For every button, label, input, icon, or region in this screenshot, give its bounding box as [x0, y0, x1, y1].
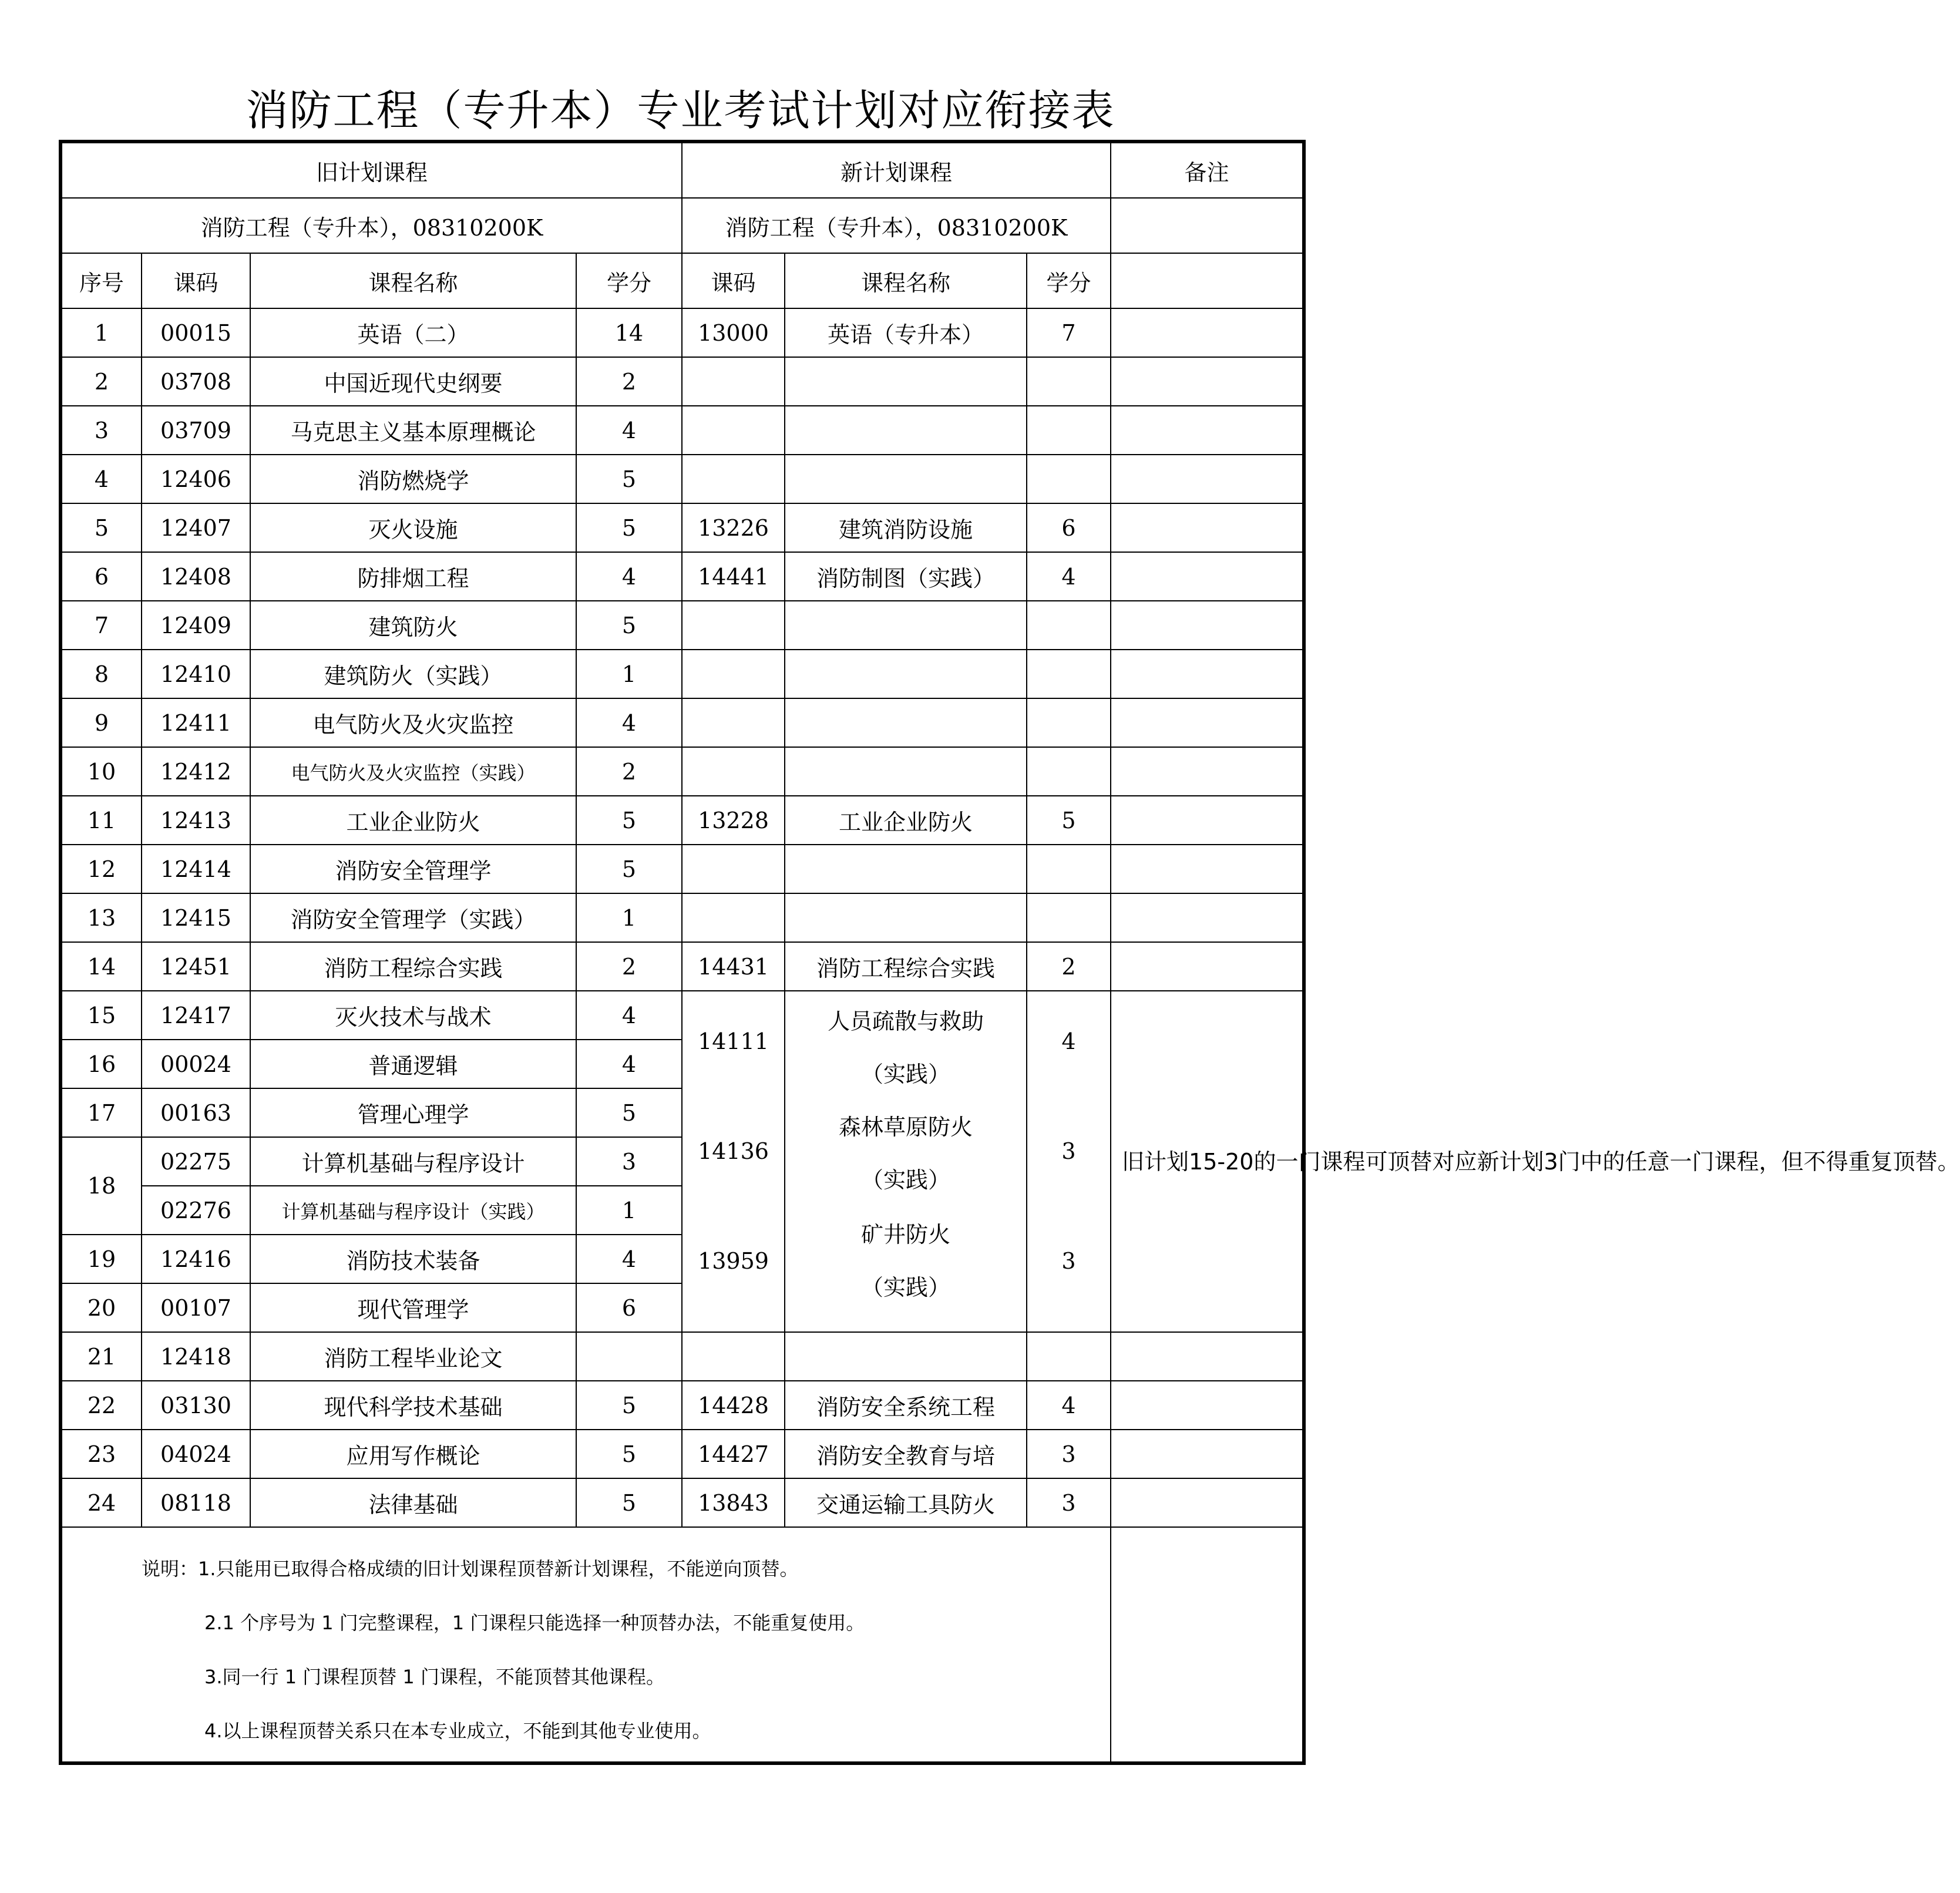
row-name: 现代科学技术基础	[250, 1381, 576, 1430]
row-seq: 16	[60, 1040, 142, 1088]
row-new-code: 13843	[682, 1478, 785, 1527]
row-new-code	[682, 650, 785, 698]
col-new-credit: 学分	[1027, 253, 1111, 308]
row-credit: 2	[576, 357, 682, 406]
row-new-credit: 4	[1027, 1381, 1111, 1430]
row-new-name: 消防安全教育与培	[785, 1430, 1027, 1478]
row-remark	[1111, 601, 1304, 650]
row-new-name: 英语（专升本）	[785, 308, 1027, 357]
row-name: 电气防火及火灾监控	[250, 698, 576, 747]
row-code: 12407	[142, 503, 250, 552]
row-remark	[1111, 845, 1304, 893]
col-name: 课程名称	[250, 253, 576, 308]
row-name: 消防燃烧学	[250, 455, 576, 503]
row-seq: 19	[60, 1235, 142, 1283]
row-code: 00163	[142, 1088, 250, 1137]
row-code: 12451	[142, 942, 250, 991]
row-new-credit	[1027, 698, 1111, 747]
row-credit: 4	[576, 1235, 682, 1283]
row-new-credit: 3	[1027, 1430, 1111, 1478]
table-row	[60, 1478, 1304, 1527]
plan-row	[60, 198, 1304, 253]
merged-new-code: 14136	[698, 1138, 769, 1164]
row-remark	[1111, 1478, 1304, 1527]
row-new-code: 14441	[682, 552, 785, 601]
row-new-credit	[1027, 1332, 1111, 1381]
row-seq: 12	[60, 845, 142, 893]
row-new-credit	[1027, 845, 1111, 893]
table-row	[60, 406, 1304, 455]
table-row	[60, 991, 1304, 1040]
row-seq: 10	[60, 747, 142, 796]
row-new-credit	[1027, 406, 1111, 455]
row-new-credit	[1027, 601, 1111, 650]
row-name: 计算机基础与程序设计	[250, 1137, 576, 1186]
row-name: 消防工程毕业论文	[250, 1332, 576, 1381]
new-plan-header: 新计划课程	[682, 142, 1111, 198]
row-new-credit	[1027, 893, 1111, 942]
merged-new-name-line: （实践）	[861, 1061, 951, 1087]
row-code: 12409	[142, 601, 250, 650]
table-row	[60, 503, 1304, 552]
row-new-name	[785, 845, 1027, 893]
row-code: 12417	[142, 991, 250, 1040]
row-credit: 4	[576, 552, 682, 601]
row-credit: 4	[576, 1040, 682, 1088]
row-code: 12415	[142, 893, 250, 942]
row-code: 08118	[142, 1478, 250, 1527]
row-remark	[1111, 893, 1304, 942]
row-code: 02276	[142, 1186, 250, 1235]
table-row	[60, 1381, 1304, 1430]
table-row	[60, 845, 1304, 893]
row-seq: 17	[60, 1088, 142, 1137]
table-row	[60, 601, 1304, 650]
row-seq: 13	[60, 893, 142, 942]
merged-new-name-line: 人员疏散与救助	[828, 1008, 984, 1034]
row-code: 03130	[142, 1381, 250, 1430]
table-row	[60, 1332, 1304, 1381]
merged-new-name-line: （实践）	[861, 1275, 951, 1300]
row-code: 02275	[142, 1137, 250, 1186]
row-name: 电气防火及火灾监控（实践）	[250, 747, 576, 796]
merged-new-names	[785, 991, 1027, 1332]
merged-new-code: 13959	[698, 1248, 769, 1274]
row-name: 现代管理学	[250, 1283, 576, 1332]
row-code: 12416	[142, 1235, 250, 1283]
merged-new-credit: 4	[1061, 1028, 1076, 1054]
row-credit: 1	[576, 893, 682, 942]
page-title: 消防工程（专升本）专业考试计划对应衔接表	[246, 86, 1115, 135]
row-seq: 23	[60, 1430, 142, 1478]
row-new-credit	[1027, 650, 1111, 698]
table-row	[60, 1430, 1304, 1478]
row-seq: 11	[60, 796, 142, 845]
row-code: 12410	[142, 650, 250, 698]
row-seq: 22	[60, 1381, 142, 1430]
col-new-name: 课程名称	[785, 253, 1027, 308]
row-new-name: 建筑消防设施	[785, 503, 1027, 552]
row-name: 防排烟工程	[250, 552, 576, 601]
row-new-code	[682, 845, 785, 893]
row-name: 消防安全管理学（实践）	[250, 893, 576, 942]
table-row	[60, 455, 1304, 503]
row-new-code	[682, 747, 785, 796]
row-new-credit: 5	[1027, 796, 1111, 845]
row-credit: 5	[576, 455, 682, 503]
table-row	[60, 698, 1304, 747]
row-new-code	[682, 698, 785, 747]
row-remark	[1111, 650, 1304, 698]
row-new-name	[785, 698, 1027, 747]
row-new-name: 消防工程综合实践	[785, 942, 1027, 991]
row-new-name	[785, 1332, 1027, 1381]
row-remark	[1111, 1381, 1304, 1430]
row-seq: 4	[60, 455, 142, 503]
row-seq: 7	[60, 601, 142, 650]
row-credit: 14	[576, 308, 682, 357]
notes-row	[60, 1527, 1304, 1763]
column-header-row	[60, 253, 1304, 308]
row-new-credit: 4	[1027, 552, 1111, 601]
row-code: 12406	[142, 455, 250, 503]
row-seq: 24	[60, 1478, 142, 1527]
row-code: 00024	[142, 1040, 250, 1088]
row-code: 00107	[142, 1283, 250, 1332]
row-credit: 1	[576, 1186, 682, 1235]
row-seq: 8	[60, 650, 142, 698]
row-credit: 5	[576, 845, 682, 893]
row-name: 消防安全管理学	[250, 845, 576, 893]
remark-header: 备注	[1111, 142, 1304, 198]
row-credit: 4	[576, 406, 682, 455]
note-line: 3.同一行 1 门课程顶替 1 门课程，不能顶替其他课程。	[204, 1666, 665, 1688]
row-new-credit	[1027, 455, 1111, 503]
row-code: 12412	[142, 747, 250, 796]
row-new-code: 13000	[682, 308, 785, 357]
row-new-name	[785, 357, 1027, 406]
row-name: 马克思主义基本原理概论	[250, 406, 576, 455]
row-name: 灭火设施	[250, 503, 576, 552]
row-new-code	[682, 601, 785, 650]
row-seq: 15	[60, 991, 142, 1040]
row-new-code: 13228	[682, 796, 785, 845]
row-remark	[1111, 942, 1304, 991]
merged-new-code: 14111	[698, 1028, 769, 1054]
row-new-code: 13226	[682, 503, 785, 552]
row-new-credit: 7	[1027, 308, 1111, 357]
row-new-name	[785, 406, 1027, 455]
row-name: 消防技术装备	[250, 1235, 576, 1283]
row-credit: 5	[576, 1381, 682, 1430]
row-new-code	[682, 455, 785, 503]
row-remark	[1111, 1332, 1304, 1381]
row-new-credit	[1027, 357, 1111, 406]
row-new-name: 消防安全系统工程	[785, 1381, 1027, 1430]
col-new-code: 课码	[682, 253, 785, 308]
row-new-name: 工业企业防火	[785, 796, 1027, 845]
row-new-credit: 3	[1027, 1478, 1111, 1527]
row-name: 应用写作概论	[250, 1430, 576, 1478]
row-credit: 4	[576, 991, 682, 1040]
row-remark	[1111, 308, 1304, 357]
row-name: 工业企业防火	[250, 796, 576, 845]
remark-cell	[1111, 198, 1304, 253]
row-code: 04024	[142, 1430, 250, 1478]
merged-new-name-line: 森林草原防火	[839, 1114, 973, 1140]
notes-cell	[60, 1527, 1111, 1763]
row-credit: 5	[576, 1478, 682, 1527]
notes-remark	[1111, 1527, 1304, 1763]
row-remark	[1111, 1430, 1304, 1478]
table-row	[60, 796, 1304, 845]
row-seq: 3	[60, 406, 142, 455]
note-line: 4.以上课程顶替关系只在本专业成立，不能到其他专业使用。	[204, 1720, 711, 1742]
merged-new-name-line: 矿井防火	[861, 1222, 951, 1248]
row-new-code: 14427	[682, 1430, 785, 1478]
row-remark	[1111, 747, 1304, 796]
row-remark	[1111, 796, 1304, 845]
merged-new-credits	[1027, 991, 1111, 1332]
row-credit: 2	[576, 747, 682, 796]
row-new-code	[682, 893, 785, 942]
row-new-name	[785, 893, 1027, 942]
row-seq: 9	[60, 698, 142, 747]
row-credit: 5	[576, 503, 682, 552]
row-name: 管理心理学	[250, 1088, 576, 1137]
row-credit	[576, 1332, 682, 1381]
row-remark	[1111, 552, 1304, 601]
row-code: 03708	[142, 357, 250, 406]
new-plan-major: 消防工程（专升本），08310200K	[682, 198, 1111, 253]
row-new-name	[785, 650, 1027, 698]
row-new-name	[785, 747, 1027, 796]
row-credit: 5	[576, 796, 682, 845]
row-name: 建筑防火（实践）	[250, 650, 576, 698]
merged-new-credit: 3	[1061, 1138, 1076, 1164]
row-new-name	[785, 601, 1027, 650]
row-name: 英语（二）	[250, 308, 576, 357]
header-row	[60, 142, 1304, 198]
row-credit: 5	[576, 601, 682, 650]
row-seq: 6	[60, 552, 142, 601]
row-remark	[1111, 406, 1304, 455]
course-mapping-table	[59, 140, 1960, 1765]
row-code: 12411	[142, 698, 250, 747]
row-credit: 1	[576, 650, 682, 698]
remark-cell	[1111, 253, 1304, 308]
row-new-code: 14428	[682, 1381, 785, 1430]
row-seq: 20	[60, 1283, 142, 1332]
row-remark	[1111, 698, 1304, 747]
row-credit: 4	[576, 698, 682, 747]
row-code: 12414	[142, 845, 250, 893]
row-seq: 18	[60, 1137, 142, 1235]
row-seq: 21	[60, 1332, 142, 1381]
row-credit: 5	[576, 1088, 682, 1137]
row-seq: 5	[60, 503, 142, 552]
row-name: 建筑防火	[250, 601, 576, 650]
row-seq: 2	[60, 357, 142, 406]
row-new-name: 消防制图（实践）	[785, 552, 1027, 601]
row-remark	[1111, 503, 1304, 552]
col-code: 课码	[142, 253, 250, 308]
row-code: 12418	[142, 1332, 250, 1381]
row-name: 灭火技术与战术	[250, 991, 576, 1040]
merged-new-name-line: （实践）	[861, 1167, 951, 1193]
row-seq: 1	[60, 308, 142, 357]
row-code: 00015	[142, 308, 250, 357]
row-credit: 2	[576, 942, 682, 991]
row-new-code	[682, 357, 785, 406]
note-line: 2.1 个序号为 1 门完整课程，1 门课程只能选择一种顶替办法，不能重复使用。	[204, 1612, 865, 1634]
row-new-code	[682, 1332, 785, 1381]
row-new-credit: 6	[1027, 503, 1111, 552]
table-row	[60, 308, 1304, 357]
merged-new-credit: 3	[1061, 1248, 1076, 1274]
table-row	[60, 357, 1304, 406]
row-new-name: 交通运输工具防火	[785, 1478, 1027, 1527]
row-remark	[1111, 357, 1304, 406]
group-remark: 旧计划15-20的一门课程可顶替对应新计划3门中的任意一门课程，但不得重复顶替。	[1111, 991, 1304, 1332]
old-plan-header: 旧计划课程	[60, 142, 682, 198]
table-row	[60, 942, 1304, 991]
row-credit: 6	[576, 1283, 682, 1332]
row-credit: 3	[576, 1137, 682, 1186]
note-line: 说明：1.只能用已取得合格成绩的旧计划课程顶替新计划课程，不能逆向顶替。	[142, 1558, 799, 1580]
row-new-name	[785, 455, 1027, 503]
col-seq: 序号	[60, 253, 142, 308]
row-new-credit	[1027, 747, 1111, 796]
merged-new-codes	[682, 991, 785, 1332]
row-seq: 14	[60, 942, 142, 991]
table-row	[60, 747, 1304, 796]
row-name: 中国近现代史纲要	[250, 357, 576, 406]
col-credit: 学分	[576, 253, 682, 308]
row-name: 普通逻辑	[250, 1040, 576, 1088]
row-code: 03709	[142, 406, 250, 455]
row-name: 计算机基础与程序设计（实践）	[250, 1186, 576, 1235]
table-row	[60, 893, 1304, 942]
table-row	[60, 552, 1304, 601]
old-plan-major: 消防工程（专升本），08310200K	[60, 198, 682, 253]
row-name: 法律基础	[250, 1478, 576, 1527]
row-new-code	[682, 406, 785, 455]
row-code: 12413	[142, 796, 250, 845]
row-remark	[1111, 455, 1304, 503]
row-name: 消防工程综合实践	[250, 942, 576, 991]
row-credit: 5	[576, 1430, 682, 1478]
row-new-credit: 2	[1027, 942, 1111, 991]
row-new-code: 14431	[682, 942, 785, 991]
table-row	[60, 650, 1304, 698]
row-code: 12408	[142, 552, 250, 601]
